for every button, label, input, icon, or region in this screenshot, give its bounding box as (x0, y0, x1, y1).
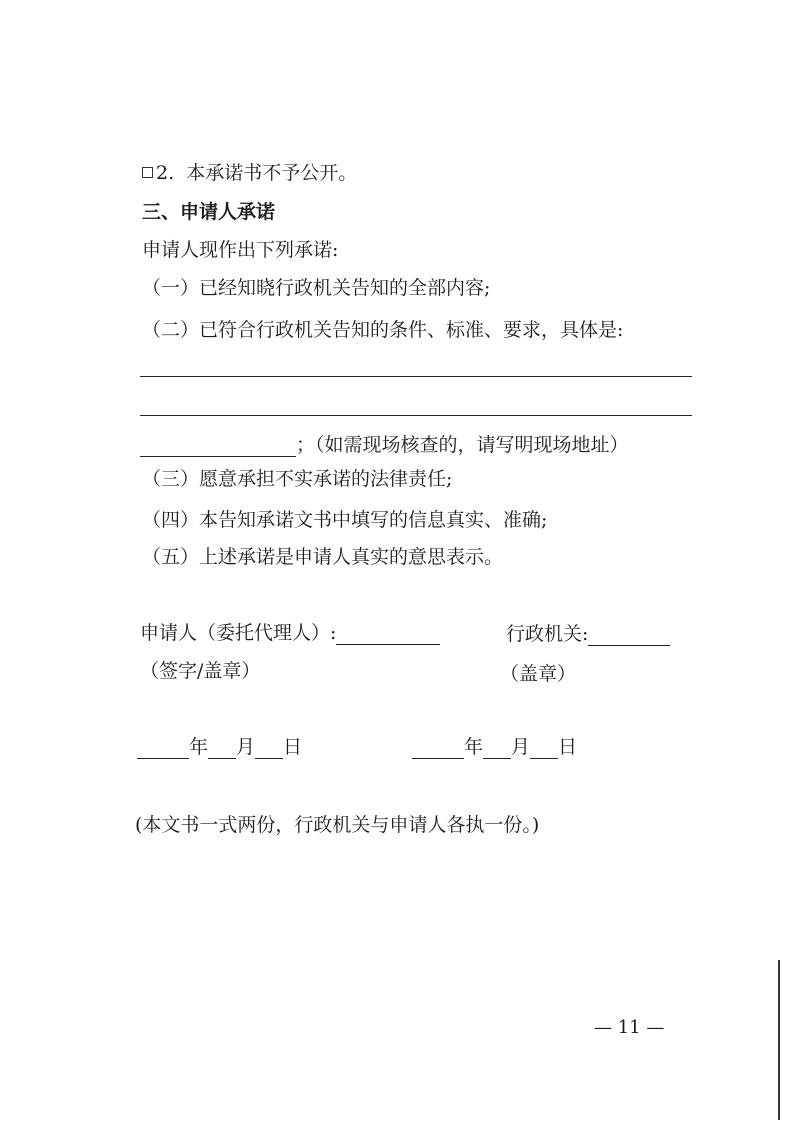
site-address-note: ；（如需现场核查的，请写明现场地址） (296, 434, 629, 456)
item-2-text: 本承诺书不予公开。 (186, 162, 358, 184)
scan-edge-mark (778, 960, 780, 1120)
applicant-year-blank[interactable] (137, 740, 189, 759)
applicant-date (137, 735, 302, 759)
site-address-line (140, 433, 629, 457)
applicant-day-blank[interactable] (255, 740, 283, 759)
agency-label: 行政机关: (506, 623, 589, 645)
agency-date (412, 735, 577, 759)
fill-in-line-1[interactable] (140, 376, 692, 377)
promise-5: （五）上述承诺是申请人真实的意思表示。 (142, 546, 504, 568)
agency-seal-note: （盖章） (500, 663, 577, 685)
item-2-number: 2. (156, 162, 175, 184)
page-number: — 11 — (594, 1017, 665, 1038)
applicant-signature-line (140, 621, 440, 645)
agency-blank[interactable] (588, 627, 670, 646)
site-address-blank[interactable] (140, 438, 296, 457)
promise-3: （三）愿意承担不实承诺的法律责任; (142, 468, 453, 490)
item-2-line (142, 161, 357, 185)
applicant-day-label: 日 (283, 736, 303, 758)
footer-note: (本文书一式两份，行政机关与申请人各执一份。) (135, 814, 540, 836)
promise-4: （四）本告知承诺文书中填写的信息真实、准确; (142, 509, 548, 531)
fill-in-line-2[interactable] (140, 415, 692, 416)
promise-1: （一）已经知晓行政机关告知的全部内容; (142, 277, 491, 299)
agency-month-blank[interactable] (483, 740, 511, 759)
agency-day-label: 日 (558, 736, 578, 758)
section-3-heading: 三、申请人承诺 (142, 201, 276, 223)
agency-year-label: 年 (464, 736, 484, 758)
commitment-intro: 申请人现作出下列承诺: (142, 239, 339, 261)
agency-signature-line (506, 622, 670, 646)
promise-2: （二）已符合行政机关告知的条件、标准、要求，具体是: (142, 319, 624, 341)
applicant-sign-note: （签字/盖章） (140, 660, 261, 682)
checkbox-icon (142, 167, 153, 178)
agency-day-blank[interactable] (530, 740, 558, 759)
applicant-month-label: 月 (236, 736, 256, 758)
agency-month-label: 月 (511, 736, 531, 758)
applicant-blank[interactable] (336, 626, 440, 645)
applicant-label: 申请人（委托代理人）: (140, 622, 337, 644)
agency-year-blank[interactable] (412, 740, 464, 759)
applicant-month-blank[interactable] (208, 740, 236, 759)
applicant-year-label: 年 (189, 736, 209, 758)
